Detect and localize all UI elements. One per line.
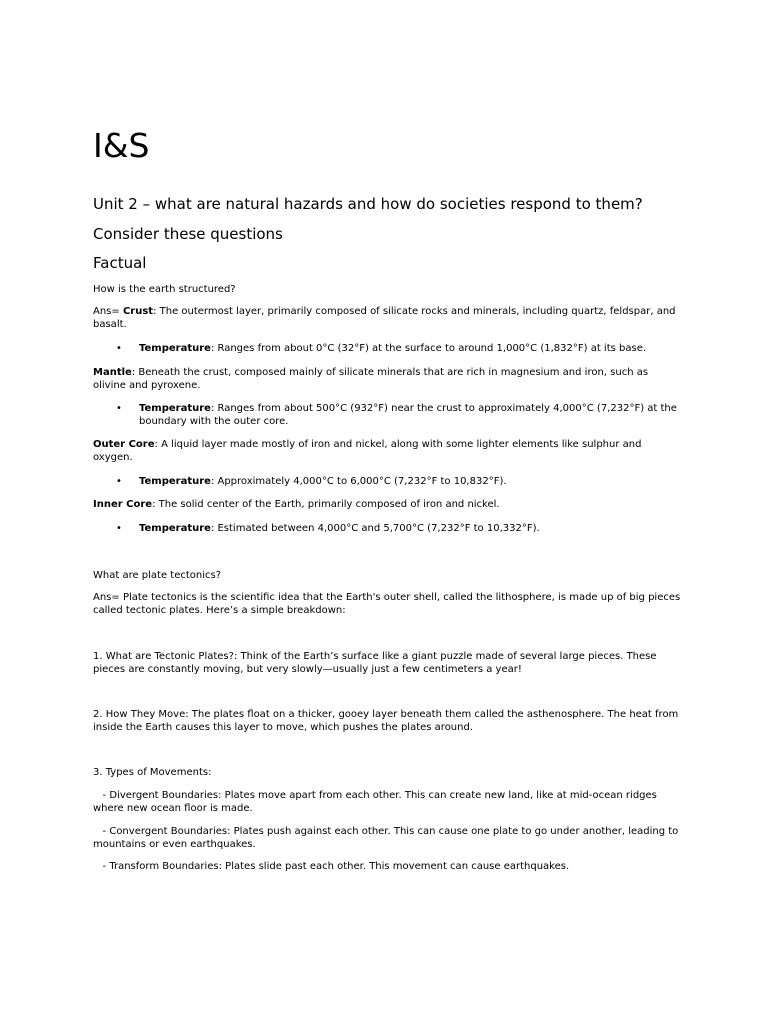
divergent-boundaries: - Divergent Boundaries: Plates move apart from each other. This can create new land, like at mid-ocean ridges where new ocean floor is made. (93, 790, 661, 814)
mantle-text: : Beneath the crust, composed mainly of silicate minerals that are rich in magnesium and iron, such as olivine and pyroxene. (93, 367, 649, 391)
bullet-icon: • (116, 523, 122, 534)
document-title: I&S (93, 126, 150, 165)
unit-heading: Unit 2 – what are natural hazards and how do societies respond to them? (93, 195, 643, 213)
mantle-temperature-text (139, 402, 683, 428)
inner-core-temperature-value: : Estimated between 4,000°C and 5,700°C (7,232°F to 10,332°F). (210, 523, 540, 534)
crust-temperature-text (139, 342, 683, 355)
temperature-term: Temperature (139, 343, 211, 354)
point-how-they-move: 2. How They Move: The plates float on a thicker, gooey layer beneath them called the asthenosphere. The heat from inside the Earth causes this layer to move, which pushes the plates around. (93, 709, 679, 733)
inner-core-temperature-text (139, 522, 683, 535)
inner-core-text: : The solid center of the Earth, primarily composed of iron and nickel. (152, 499, 500, 510)
crust-text: : The outermost layer, primarily composed of silicate rocks and minerals, including quartz, feldspar, and basalt. (93, 306, 676, 330)
crust-paragraph (93, 305, 683, 331)
mantle-paragraph (93, 366, 683, 392)
point-tectonic-plates: 1. What are Tectonic Plates?: Think of the Earth’s surface like a giant puzzle made of several large pieces. These pieces are constantly moving, but very slowly—usually just a few centimeters a year! (93, 651, 657, 675)
outer-core-temperature-value: : Approximately 4,000°C to 6,000°C (7,232°F to 10,832°F). (210, 476, 507, 487)
temperature-term: Temperature (139, 403, 211, 414)
point-types-of-movements: 3. Types of Movements: (93, 767, 212, 778)
bullet-icon: • (116, 476, 122, 487)
question-earth-structure: How is the earth structured? (93, 284, 236, 295)
outer-core-temperature-text (139, 475, 683, 488)
convergent-boundaries: - Convergent Boundaries: Plates push against each other. This can cause one plate to go under another, leading to mountains or even earthquakes. (93, 826, 682, 850)
temperature-term: Temperature (139, 523, 211, 534)
crust-term: Crust (122, 306, 154, 317)
bullet-icon: • (116, 403, 122, 414)
plate-tectonics-answer: Ans= Plate tectonics is the scientific idea that the Earth's outer shell, called the lithosphere, is made up of big pieces called tectonic plates. Here’s a simple breakdown: (93, 592, 681, 616)
factual-heading: Factual (93, 254, 147, 272)
outer-core-paragraph (93, 438, 683, 464)
crust-temperature-value: : Ranges from about 0°C (32°F) at the surface to around 1,000°C (1,832°F) at its base. (210, 343, 647, 354)
mantle-temperature-value: : Ranges from about 500°C (932°F) near the crust to approximately 4,000°C (7,232°F) at the boundary with the outer core. (139, 403, 677, 427)
inner-core-paragraph (93, 498, 683, 511)
crust-prefix: Ans= (93, 306, 123, 317)
transform-boundaries: - Transform Boundaries: Plates slide past each other. This movement can cause earthquakes. (93, 861, 570, 872)
outer-core-text: : A liquid layer made mostly of iron and nickel, along with some lighter elements like sulphur and oxygen. (93, 439, 642, 463)
mantle-term: Mantle (93, 367, 132, 378)
temperature-term: Temperature (139, 476, 211, 487)
outer-core-term: Outer Core (93, 439, 155, 450)
question-plate-tectonics: What are plate tectonics? (93, 570, 222, 581)
inner-core-term: Inner Core (93, 499, 153, 510)
questions-heading: Consider these questions (93, 225, 283, 243)
bullet-icon: • (116, 343, 122, 354)
